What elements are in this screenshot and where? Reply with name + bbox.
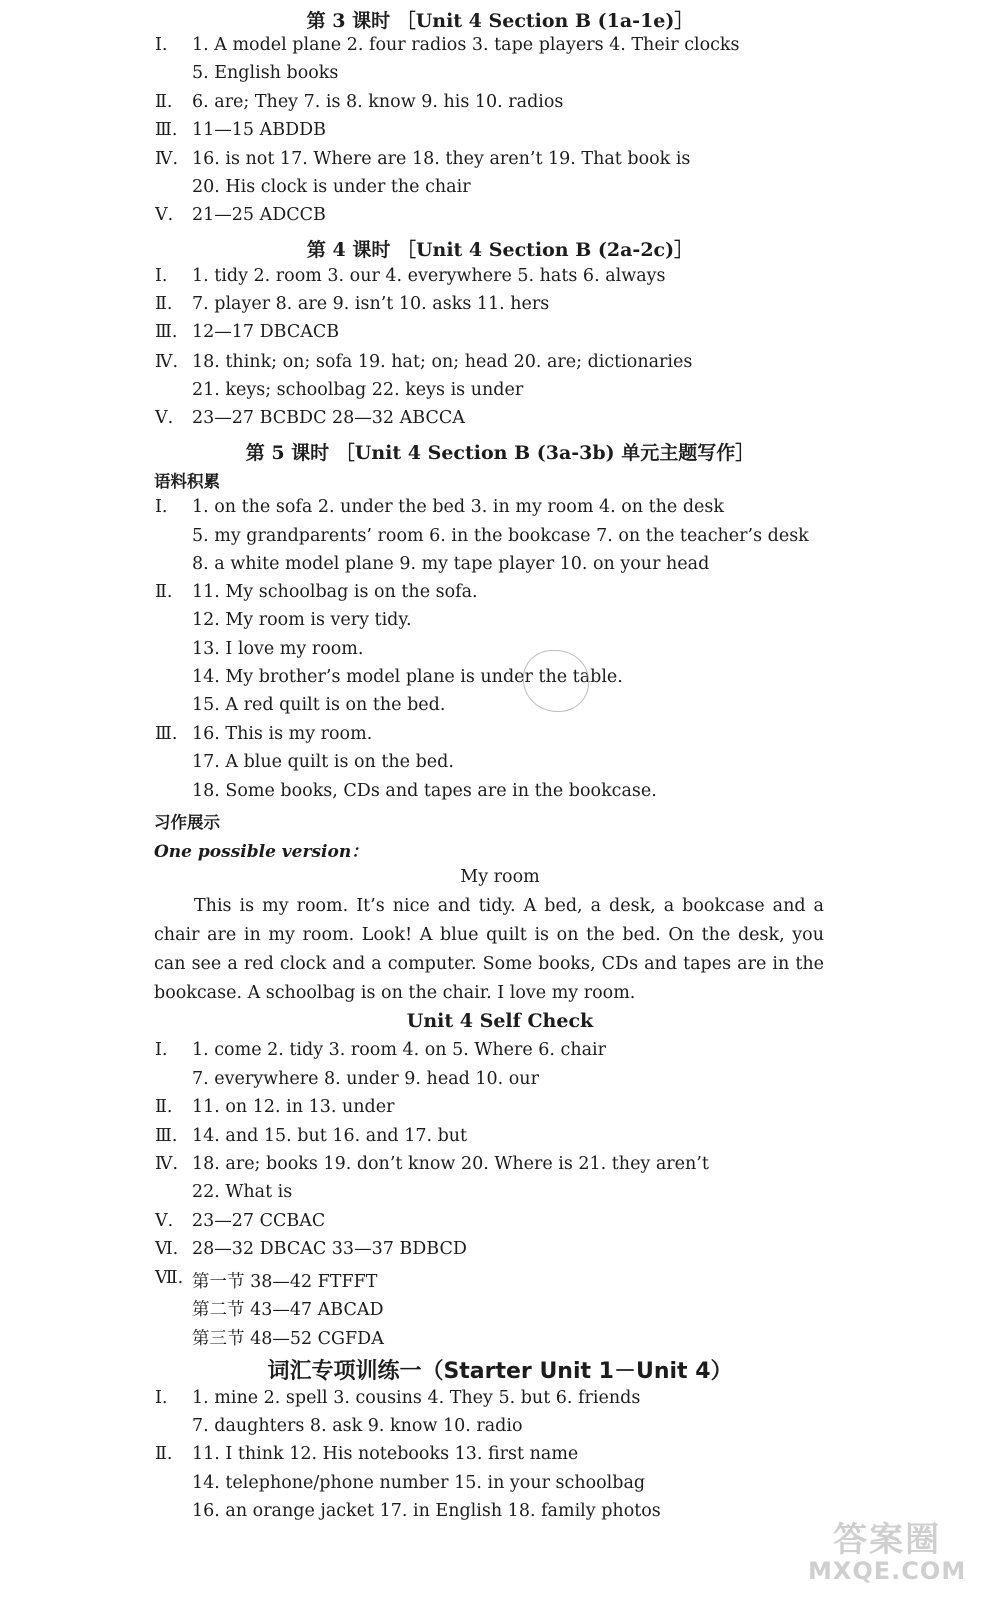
subheading-corpus: 语料积累 [154,472,220,491]
answer-text: 7. everywhere 8. under 9. head 10. our [192,1069,539,1089]
watermark-line1: 答案圈 [833,1520,942,1560]
stamp-mark [523,650,589,712]
roman-numeral: Ⅱ. [155,92,173,112]
roman-numeral: Ⅱ. [155,1444,173,1464]
answer-text: 1. on the sofa 2. under the bed 3. in my room 4. on the desk [192,497,724,517]
answer-text: 7. player 8. are 9. isn’t 10. asks 11. hers [192,294,550,314]
roman-numeral: Ⅲ. [155,724,178,744]
answer-text: 18. are; books 19. don’t know 20. Where is 21. they aren’t [192,1154,709,1174]
self-check-title: Unit 4 Self Check [406,1010,594,1032]
answer-text: 22. What is [192,1182,293,1202]
answer-text: 1. come 2. tidy 3. room 4. on 5. Where 6. chair [192,1040,607,1060]
answer-text: 第二节 43—47 ABCAD [192,1300,384,1320]
roman-numeral: Ⅵ. [155,1239,179,1259]
version-label: One possible version： [154,842,369,862]
lesson4-title: 第 4 课时 ［Unit 4 Section B (2a-2c)］ [306,239,694,261]
answer-text: 14. My brother’s model plane is under the table. [192,667,623,687]
answer-text: 13. I love my room. [192,639,364,659]
roman-numeral: Ⅱ. [155,1097,173,1117]
roman-numeral: Ⅶ. [155,1268,184,1288]
roman-numeral: Ⅱ. [155,582,173,602]
roman-numeral: Ⅳ. [155,352,179,372]
answer-text: 11—15 ABDDB [192,120,327,140]
lesson5-title: 第 5 课时 ［Unit 4 Section B (3a-3b) 单元主题写作］ [245,442,755,464]
answer-text: 18. think; on; sofa 19. hat; on; head 20. are; dictionaries [192,352,693,372]
answer-text: 14. and 15. but 16. and 17. but [192,1126,468,1146]
roman-numeral: Ⅰ. [155,266,168,286]
watermark-line2: MXQE.COM [808,1557,967,1585]
answer-text: 11. My schoolbag is on the sofa. [192,582,478,602]
roman-numeral: Ⅱ. [155,294,173,314]
answer-text: 14. telephone/phone number 15. in your schoolbag [192,1473,646,1493]
essay-title: My room [460,867,540,887]
subheading-writing: 习作展示 [154,813,220,832]
roman-numeral: Ⅰ. [155,1040,168,1060]
answer-text: 1. A model plane 2. four radios 3. tape players 4. Their clocks [192,35,740,55]
answer-text: 17. A blue quilt is on the bed. [192,752,454,772]
answer-text: 第三节 48—52 CGFDA [192,1329,384,1349]
vocab-title: 词汇专项训练一（Starter Unit 1－Unit 4） [267,1359,733,1384]
answer-text: 1. tidy 2. room 3. our 4. everywhere 5. hats 6. always [192,266,666,286]
essay-paragraph: This is my room. It’s nice and tidy. A bed, a desk, a bookcase and a chair are in my room. Look! A blue quilt is on the bed. On the desk, you can see a red clock and a computer. Some books, CDs and tapes are in the bookcase. A schoolbag is on the chair. I love my room. [154,896,824,1003]
answer-text: 12—17 DBCACB [192,322,340,342]
roman-numeral: Ⅲ. [155,322,178,342]
answer-text: 7. daughters 8. ask 9. know 10. radio [192,1416,523,1436]
answer-text: 11. on 12. in 13. under [192,1097,395,1117]
answer-text: 21. keys; schoolbag 22. keys is under [192,380,524,400]
answer-text: 23—27 CCBAC [192,1211,326,1231]
roman-numeral: Ⅰ. [155,497,168,517]
answer-text: 28—32 DBCAC 33—37 BDBCD [192,1239,467,1259]
answer-text: 20. His clock is under the chair [192,177,471,197]
roman-numeral: Ⅴ. [155,408,174,428]
roman-numeral: Ⅳ. [155,149,179,169]
roman-numeral: Ⅴ. [155,1211,174,1231]
roman-numeral: Ⅳ. [155,1154,179,1174]
site-watermark [808,1512,966,1585]
answer-text: 18. Some books, CDs and tapes are in the bookcase. [192,781,657,801]
answer-text: 21—25 ADCCB [192,205,326,225]
roman-numeral: Ⅲ. [155,1126,178,1146]
answer-text: 5. my grandparents’ room 6. in the bookcase 7. on the teacher’s desk [192,526,809,546]
answer-text: 5. English books [192,63,339,83]
roman-numeral: Ⅴ. [155,205,174,225]
answer-text: 8. a white model plane 9. my tape player 10. on your head [192,554,710,574]
answer-text: 16. an orange jacket 17. in English 18. family photos [192,1501,661,1521]
roman-numeral: Ⅰ. [155,1388,168,1408]
answer-text: 15. A red quilt is on the bed. [192,695,446,715]
answer-text: 11. I think 12. His notebooks 13. first name [192,1444,579,1464]
answer-text: 第一节 38—42 FTFFT [192,1272,378,1292]
lesson3-title: 第 3 课时 ［Unit 4 Section B (1a-1e)］ [306,10,694,32]
answer-text: 6. are; They 7. is 8. know 9. his 10. radios [192,92,564,112]
answer-text: 16. This is my room. [192,724,373,744]
answer-text: 12. My room is very tidy. [192,610,412,630]
answer-text: 16. is not 17. Where are 18. they aren’t 19. That book is [192,149,691,169]
roman-numeral: Ⅰ. [155,35,168,55]
answer-text: 23—27 BCBDC 28—32 ABCCA [192,408,465,428]
roman-numeral: Ⅲ. [155,120,178,140]
answer-text: 1. mine 2. spell 3. cousins 4. They 5. but 6. friends [192,1388,641,1408]
